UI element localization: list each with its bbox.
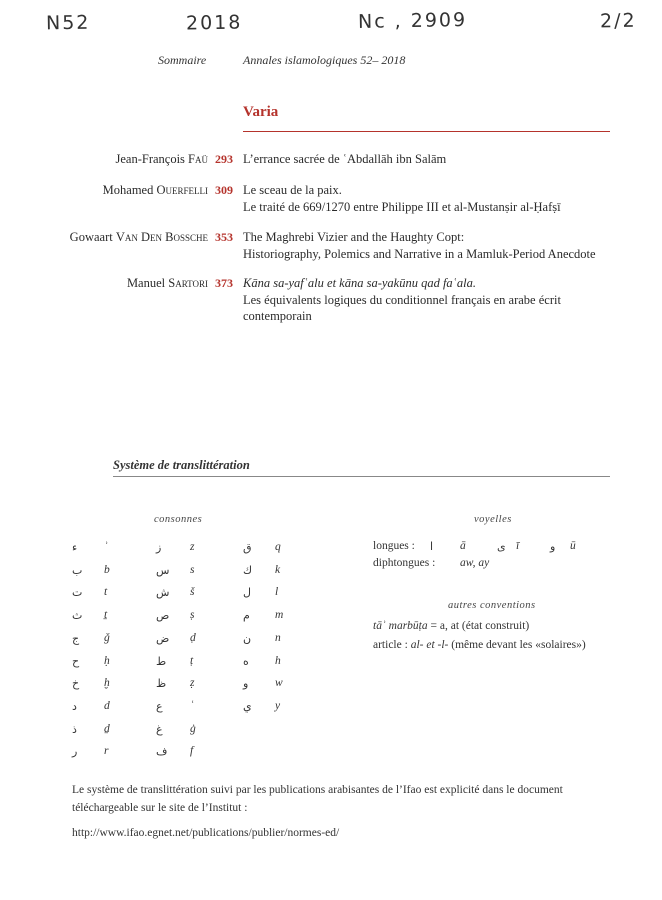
- consonant-arabic: و: [243, 677, 249, 690]
- transliteration-divider: [113, 476, 610, 477]
- long-vowel-arabic: ا: [430, 540, 434, 553]
- toc-title[interactable]: The Maghrebi Vizier and the Haughty Copt: Historiography, Polemics and Narrative in a Mamluk-Period Anecdote: [243, 230, 596, 261]
- consonant-arabic: ت: [72, 586, 83, 599]
- consonant-arabic: ل: [243, 586, 251, 599]
- consonant-arabic: ظ: [156, 677, 167, 690]
- consonant-arabic: غ: [156, 723, 163, 736]
- other-conventions-heading: autres conventions: [448, 600, 536, 611]
- consonant-arabic: ب: [72, 564, 83, 577]
- consonant-arabic: ف: [156, 745, 168, 758]
- consonant-latin: ṣ: [190, 609, 195, 621]
- consonant-latin: ṭ: [190, 655, 194, 667]
- long-vowel-latin: ū: [570, 540, 576, 552]
- consonant-latin: n: [275, 632, 281, 644]
- toc-title[interactable]: L’errance sacrée de ʿAbdallāh ibn Salām: [243, 152, 447, 166]
- consonant-latin: ʾ: [104, 541, 108, 553]
- consonant-arabic: ث: [72, 609, 83, 622]
- consonant-arabic: ق: [243, 541, 252, 554]
- consonant-latin: ẓ: [190, 677, 195, 689]
- consonant-arabic: ع: [156, 700, 163, 713]
- consonant-latin: z: [190, 541, 195, 553]
- footer-note: Le système de translittération suivi par les publications arabisantes de l’Ifao est explicité dans le document téléchargeable sur le site de l’Institut :: [72, 784, 563, 814]
- consonant-latin: ḥ: [104, 655, 110, 667]
- long-vowel-latin: ī: [516, 540, 520, 552]
- consonant-arabic: ء: [72, 541, 78, 554]
- consonant-arabic: ز: [156, 541, 162, 554]
- section-title: Varia: [243, 104, 279, 120]
- handwritten-note-reference: Nc , 2909: [357, 9, 468, 33]
- footer-url-link[interactable]: http://www.ifao.egnet.net/publications/publier/normes-ed/: [72, 827, 340, 839]
- diphthongs-label: diphtongues :: [373, 557, 436, 569]
- consonant-latin: ǧ: [104, 632, 110, 644]
- toc-page-link[interactable]: 293: [215, 152, 233, 166]
- consonant-arabic: ح: [72, 655, 80, 668]
- ta-marbuta-rule: tāʾ marbūṭa = a, at (état construit): [373, 620, 530, 632]
- consonant-latin: y: [275, 700, 281, 712]
- toc-page-link[interactable]: 353: [215, 230, 233, 244]
- consonant-arabic: ذ: [72, 723, 77, 736]
- consonant-arabic: ر: [72, 745, 78, 758]
- long-vowel-latin: ā: [460, 540, 466, 552]
- consonant-arabic: ج: [72, 632, 80, 645]
- consonant-arabic: ك: [243, 564, 253, 577]
- consonant-arabic: ش: [156, 586, 170, 599]
- consonant-latin: m: [275, 609, 284, 621]
- diphthongs-value: aw, ay: [460, 557, 490, 569]
- long-vowel-arabic: و: [550, 540, 556, 553]
- consonant-latin: ḏ: [104, 723, 110, 735]
- consonant-arabic: خ: [72, 677, 80, 690]
- toc-author: Mohamed Ouerfelli: [102, 183, 208, 197]
- consonant-latin: r: [104, 745, 109, 757]
- consonant-latin: d: [104, 700, 110, 712]
- consonant-arabic: ن: [243, 632, 252, 645]
- consonant-latin: ġ: [190, 723, 196, 735]
- consonant-latin: ḫ: [104, 677, 110, 689]
- handwritten-note-left: N52: [45, 11, 91, 35]
- long-vowel-arabic: ى: [497, 540, 506, 553]
- header-section: Sommaire: [158, 53, 207, 67]
- section-divider: [243, 131, 610, 132]
- consonant-latin: ṯ: [104, 609, 108, 621]
- consonant-latin: q: [275, 541, 281, 553]
- consonant-latin: h: [275, 655, 281, 667]
- toc-page-link[interactable]: 309: [215, 183, 233, 197]
- consonant-latin: s: [190, 564, 195, 576]
- article-rule: article : al- et -l- (même devant les «solaires»): [373, 639, 586, 651]
- consonants-heading: consonnes: [154, 514, 203, 525]
- consonant-latin: b: [104, 564, 110, 576]
- consonant-arabic: ي: [243, 700, 252, 713]
- consonant-latin: k: [275, 564, 281, 576]
- handwritten-note-page: 2/2: [599, 9, 637, 33]
- transliteration-title: Système de translittération: [113, 458, 250, 472]
- consonant-arabic: د: [72, 700, 77, 713]
- header-journal: Annales islamologiques 52– 2018: [243, 53, 406, 67]
- consonant-latin: f: [190, 745, 194, 757]
- toc-page-link[interactable]: 373: [215, 276, 233, 290]
- consonant-latin: l: [275, 586, 279, 598]
- toc-author: Manuel Sartori: [126, 276, 208, 290]
- consonant-latin: w: [275, 677, 283, 689]
- consonant-arabic: س: [156, 564, 170, 577]
- consonant-arabic: ص: [156, 609, 170, 622]
- consonant-latin: t: [104, 586, 108, 598]
- vowels-heading: voyelles: [474, 514, 512, 525]
- consonant-latin: ʿ: [190, 700, 194, 712]
- consonant-arabic: ط: [156, 655, 167, 668]
- toc-title[interactable]: Kāna sa-yafʿalu et kāna sa-yakūnu qad faʿala. Les équivalents logiques du conditionnel français en arabe écrit contemporain: [243, 276, 561, 323]
- consonant-arabic: م: [243, 609, 250, 622]
- toc-author: Gowaart Van Den Bossche: [69, 230, 208, 244]
- consonant-latin: ḍ: [190, 632, 196, 644]
- long-vowels-label: longues :: [373, 540, 415, 552]
- consonant-latin: š: [190, 586, 195, 598]
- consonant-arabic: ه: [243, 655, 249, 668]
- consonant-arabic: ض: [156, 632, 170, 645]
- handwritten-note-year: 2018: [185, 11, 243, 35]
- toc-title[interactable]: Le sceau de la paix. Le traité de 669/1270 entre Philippe III et al-Mustanṣir al-Ḥafṣī: [243, 183, 561, 214]
- toc-author: Jean-François Faü: [115, 152, 208, 166]
